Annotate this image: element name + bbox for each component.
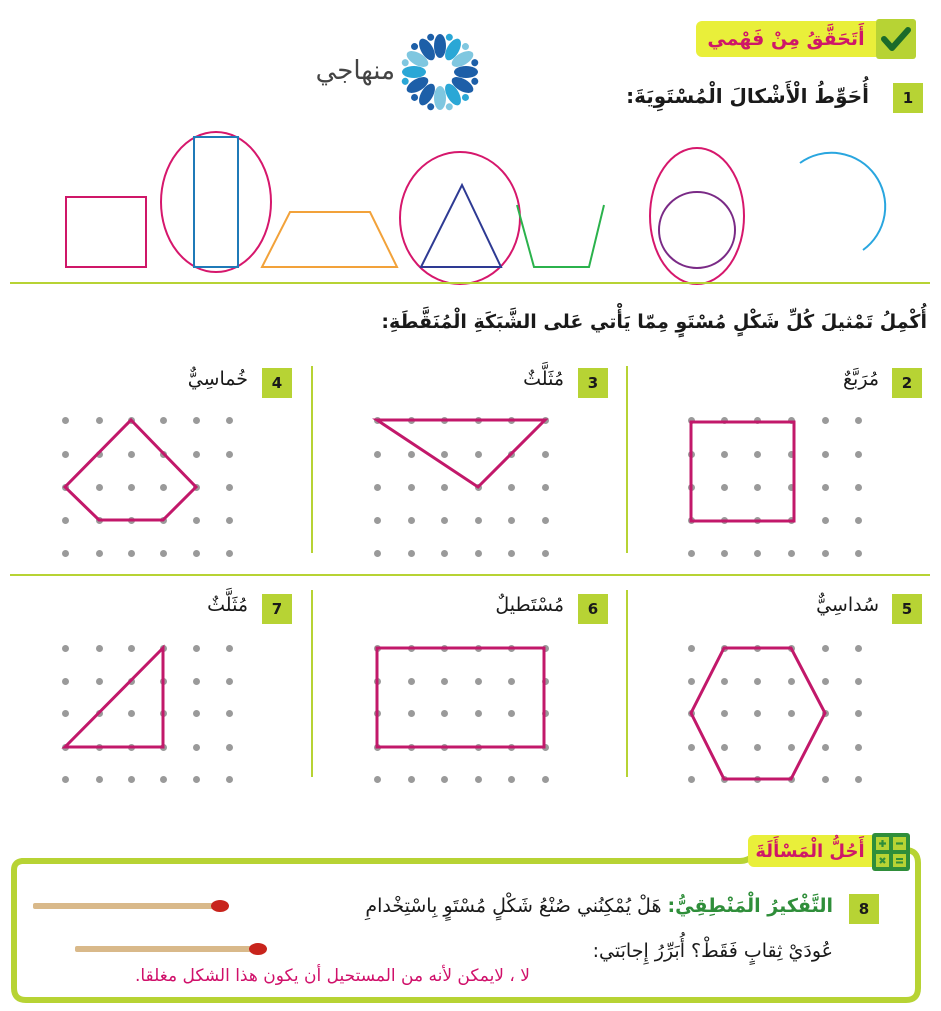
question-1-text: أُحَوِّطُ الْأَشْكالَ الْمُسْتَوِيَةَ: (626, 84, 869, 108)
question-number-7: 7 (262, 594, 292, 624)
question-number-6: 6 (578, 594, 608, 624)
question-number-1: 1 (893, 83, 923, 113)
question-number-2: 2 (892, 368, 922, 398)
question-number-5: 5 (892, 594, 922, 624)
problem-line-1 (365, 895, 833, 917)
item-3-label: مُثَلَّثٌ (523, 368, 564, 390)
item-7-label: مُثَلَّثٌ (207, 594, 248, 616)
answer-text: لا ، لايمكن لأنه من المستحيل أن يكون هذا الشكل مغلقا. (134, 966, 530, 986)
question-number-8: 8 (849, 894, 879, 924)
question-number-3: 3 (578, 368, 608, 398)
instruction-text: أُكْمِلُ تَمْثيلَ كُلِّ شَكْلٍ مُسْتَوٍ مِمّا يَأْتي عَلى الشَّبَكَةِ الْمُنَقَّطَةِ: (381, 311, 927, 333)
matchstick-2 (75, 943, 267, 955)
problem-question-2: عُودَيْ ثِقابٍ فَقَطْ؟ أُبَرِّرُ إِجابَتي: (592, 940, 833, 962)
item-2-label: مُرَبَّعٌ (842, 368, 879, 390)
problem-title: أَحُلُّ الْمَسْأَلَةَ (748, 835, 872, 867)
question-number-4: 4 (262, 368, 292, 398)
matchstick-1 (33, 900, 229, 912)
section-title: أَتَحَقَّقُ مِنْ فَهْمي (696, 21, 876, 57)
item-6-label: مُسْتَطيلٌ (495, 594, 564, 616)
item-5-label: سُداسِيٌّ (816, 594, 879, 616)
problem-question-1: هَلْ يُمْكِنُني صُنْعُ شَكْلٍ مُسْتَوٍ بِاسْتِخْدامِ (365, 895, 662, 917)
logo-text: منهاجي (315, 56, 395, 86)
problem-label: التَّفْكيرُ الْمَنْطِقِيُّ: (667, 895, 833, 917)
item-4-label: خُماسِيٌّ (187, 368, 248, 390)
